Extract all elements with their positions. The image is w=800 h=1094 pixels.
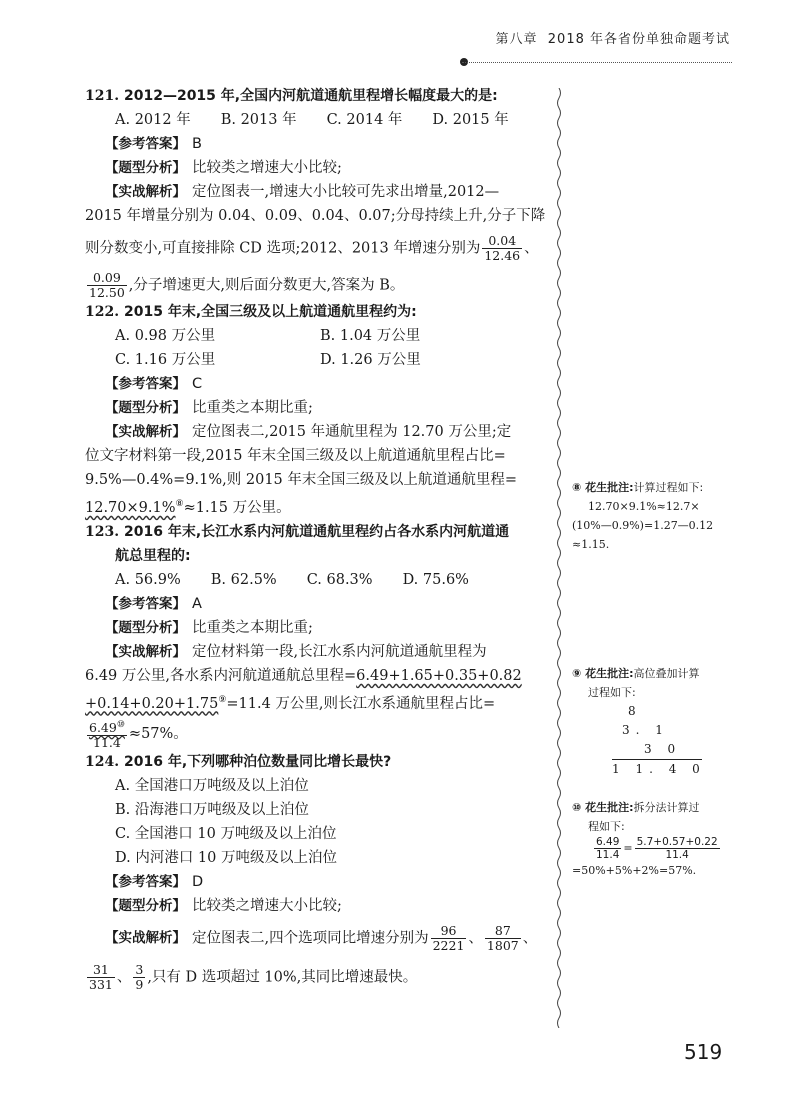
options (85, 568, 550, 592)
answer-label: 【参考答案】 (105, 136, 186, 152)
answer-value: B (192, 136, 202, 152)
analysis-label: 【实战解析】 (105, 184, 186, 200)
option-a: A. 0.98 万公里 (115, 328, 216, 344)
options (85, 108, 550, 132)
question-stem: 123. 2016 年末,长江水系内河航道通航里程约占各水系内河航道通 (85, 523, 510, 540)
answer-row: 【参考答案】 D (105, 873, 204, 890)
option-d: D. 75.6% (402, 571, 469, 588)
fraction: $\frac{6.49}{11.4}$ (596, 836, 620, 861)
analysis: 【实战解析】 定位图表二,四个选项同比增速分别为 $\frac{96}{2221}$ 、 $\frac{87}{1807}$ 、 $\frac{31}{331}$ 、 $\frac{3}{9}$ ,只有 D 选项超过 10%,其同比增速最快。 (89, 922, 538, 992)
fraction: $\frac{5.7+0.57+0.22}{11.4}$ (636, 836, 718, 861)
fraction: $\frac{0.04}{12.46}$ (484, 233, 521, 263)
fraction: $\frac{31}{331}$ (89, 961, 113, 992)
option-b: B. 沿海港口万吨级及以上泊位 (115, 801, 309, 818)
question-122 (85, 300, 550, 520)
option-b: B. 1.04 万公里 (320, 328, 421, 344)
side-note-10: ⑩ 花生批注:拆分法计算过 程如下: $\frac{6.49}{11.4}$ = $\frac{5.7+0.57+0.22}{11.4}$ =50%+5%+2%=57%. (572, 801, 718, 877)
question-stem: 124. 2016 年,下列哪种泊位数量同比增长最快? (85, 753, 392, 770)
option-a: A. 全国港口万吨级及以上泊位 (115, 777, 309, 794)
fraction: $\frac{96}{2221}$ (432, 922, 465, 953)
type-row: 【题型分析】 比重类之本期比重; (105, 619, 313, 636)
chapter-label: 第八章 (495, 32, 538, 47)
option-c: C. 1.16 万公里 (115, 352, 216, 368)
options (85, 774, 550, 870)
option-d: D. 内河港口 10 万吨级及以上泊位 (115, 849, 337, 866)
question-123: 123. 2016 年末,长江水系内河航道通航里程约占各水系内河航道通 航总里程的: A. 56.9% B. 62.5% C. 68.3% D. 75.6% 【参考答案】 A 【题型分析】 比重类之本期比重; 【实战解析】 定位材料第一段,长江水系内河航道通航里程为 6.49 万公里,各水系内河航道通航总里程=6.49+1.65+0.35+0.82 +0.14+0.20+1.75⑨=11.4 万公里,则长江水系通航里程占比= $\frac{6.49^⑩}{11.4}$ ≈57%。 (85, 520, 550, 750)
analysis: 【实战解析】 定位图表二,2015 年通航里程为 12.70 万公里;定 位文字材料第一段,2015 年末全国三级及以上航道通航里程占比= 9.5%—0.4%=9.1%,则 2015 年末全国三级及以上航道通航里程= 12.70×9.1%⑧≈1.15 万公里。 (85, 424, 518, 516)
page-number: 519 (684, 1040, 723, 1064)
option-d: D. 2015 年 (432, 112, 509, 128)
type-row: 【题型分析】 比重类之本期比重; (105, 400, 313, 416)
running-header (470, 28, 730, 47)
type-value: 比较类之增速大小比较; (192, 160, 342, 176)
question-124 (85, 750, 550, 992)
column-divider (556, 88, 562, 1028)
question-stem: 122. 2015 年末,全国三级及以上航道通航里程约为: (85, 304, 417, 320)
option-d: D. 1.26 万公里 (320, 352, 421, 368)
question-121 (85, 84, 550, 300)
analysis: 【实战解析】 定位材料第一段,长江水系内河航道通航里程为 6.49 万公里,各水系内河航道通航总里程=6.49+1.65+0.35+0.82 +0.14+0.20+1.75⑨=11.4 万公里,则长江水系通航里程占比= $\frac{6.49^⑩}{11.4}$ ≈57%。 (85, 643, 522, 750)
side-note-9: ⑨ 花生批注:高位叠加计算 过程如下: 8 3. 1 3 0 1 1. 4 0 (572, 664, 747, 779)
answer-row (85, 132, 550, 156)
analysis: 【实战解析】 定位图表一,增速大小比较可先求出增量,2012— 2015 年增量分别为 0.04、0.09、0.04、0.07;分母持续上升,分子下降 则分数变小,可直接排除 CD 选项;2012、2013 年增速分别为 $\frac{0.04}{12.46}$ 、 $\frac{0.09}{12.50}$ ,分子增速更大,则后面分数更大,答案为 B。 (85, 184, 546, 300)
type-label: 【题型分析】 (105, 160, 186, 176)
addition-table: 8 3. 1 3 0 1 1. 4 0 (612, 704, 706, 776)
answer-row: 【参考答案】 C (105, 376, 203, 392)
answer-row: 【参考答案】 A (105, 595, 202, 612)
fraction: $\frac{6.49^⑩}{11.4}$ (89, 719, 125, 750)
option-a: A. 2012 年 (115, 112, 191, 128)
option-c: C. 68.3% (306, 571, 373, 588)
type-row: 【题型分析】 比较类之增速大小比较; (105, 897, 342, 914)
option-c: C. 2014 年 (326, 112, 403, 128)
options (85, 324, 550, 372)
chapter-title: 2018 年各省份单独命题考试 (547, 32, 730, 47)
main-content (85, 84, 550, 992)
fraction: $\frac{87}{1807}$ (486, 922, 519, 953)
option-b: B. 62.5% (210, 571, 277, 588)
fraction: $\frac{0.09}{12.50}$ (89, 270, 125, 300)
type-row (85, 156, 550, 180)
option-b: B. 2013 年 (220, 112, 297, 128)
question-stem: 121. 2012—2015 年,全国内河航道通航里程增长幅度最大的是: (85, 88, 498, 104)
option-c: C. 全国港口 10 万吨级及以上泊位 (115, 825, 337, 842)
fraction: $\frac{3}{9}$ (135, 961, 144, 992)
header-rule (462, 62, 732, 63)
side-note-8: ⑧ 花生批注:计算过程如下: 12.70×9.1%≈12.7× (10%—0.9%)=1.27—0.12 ≈1.15. (572, 481, 714, 551)
option-a: A. 56.9% (115, 571, 181, 588)
